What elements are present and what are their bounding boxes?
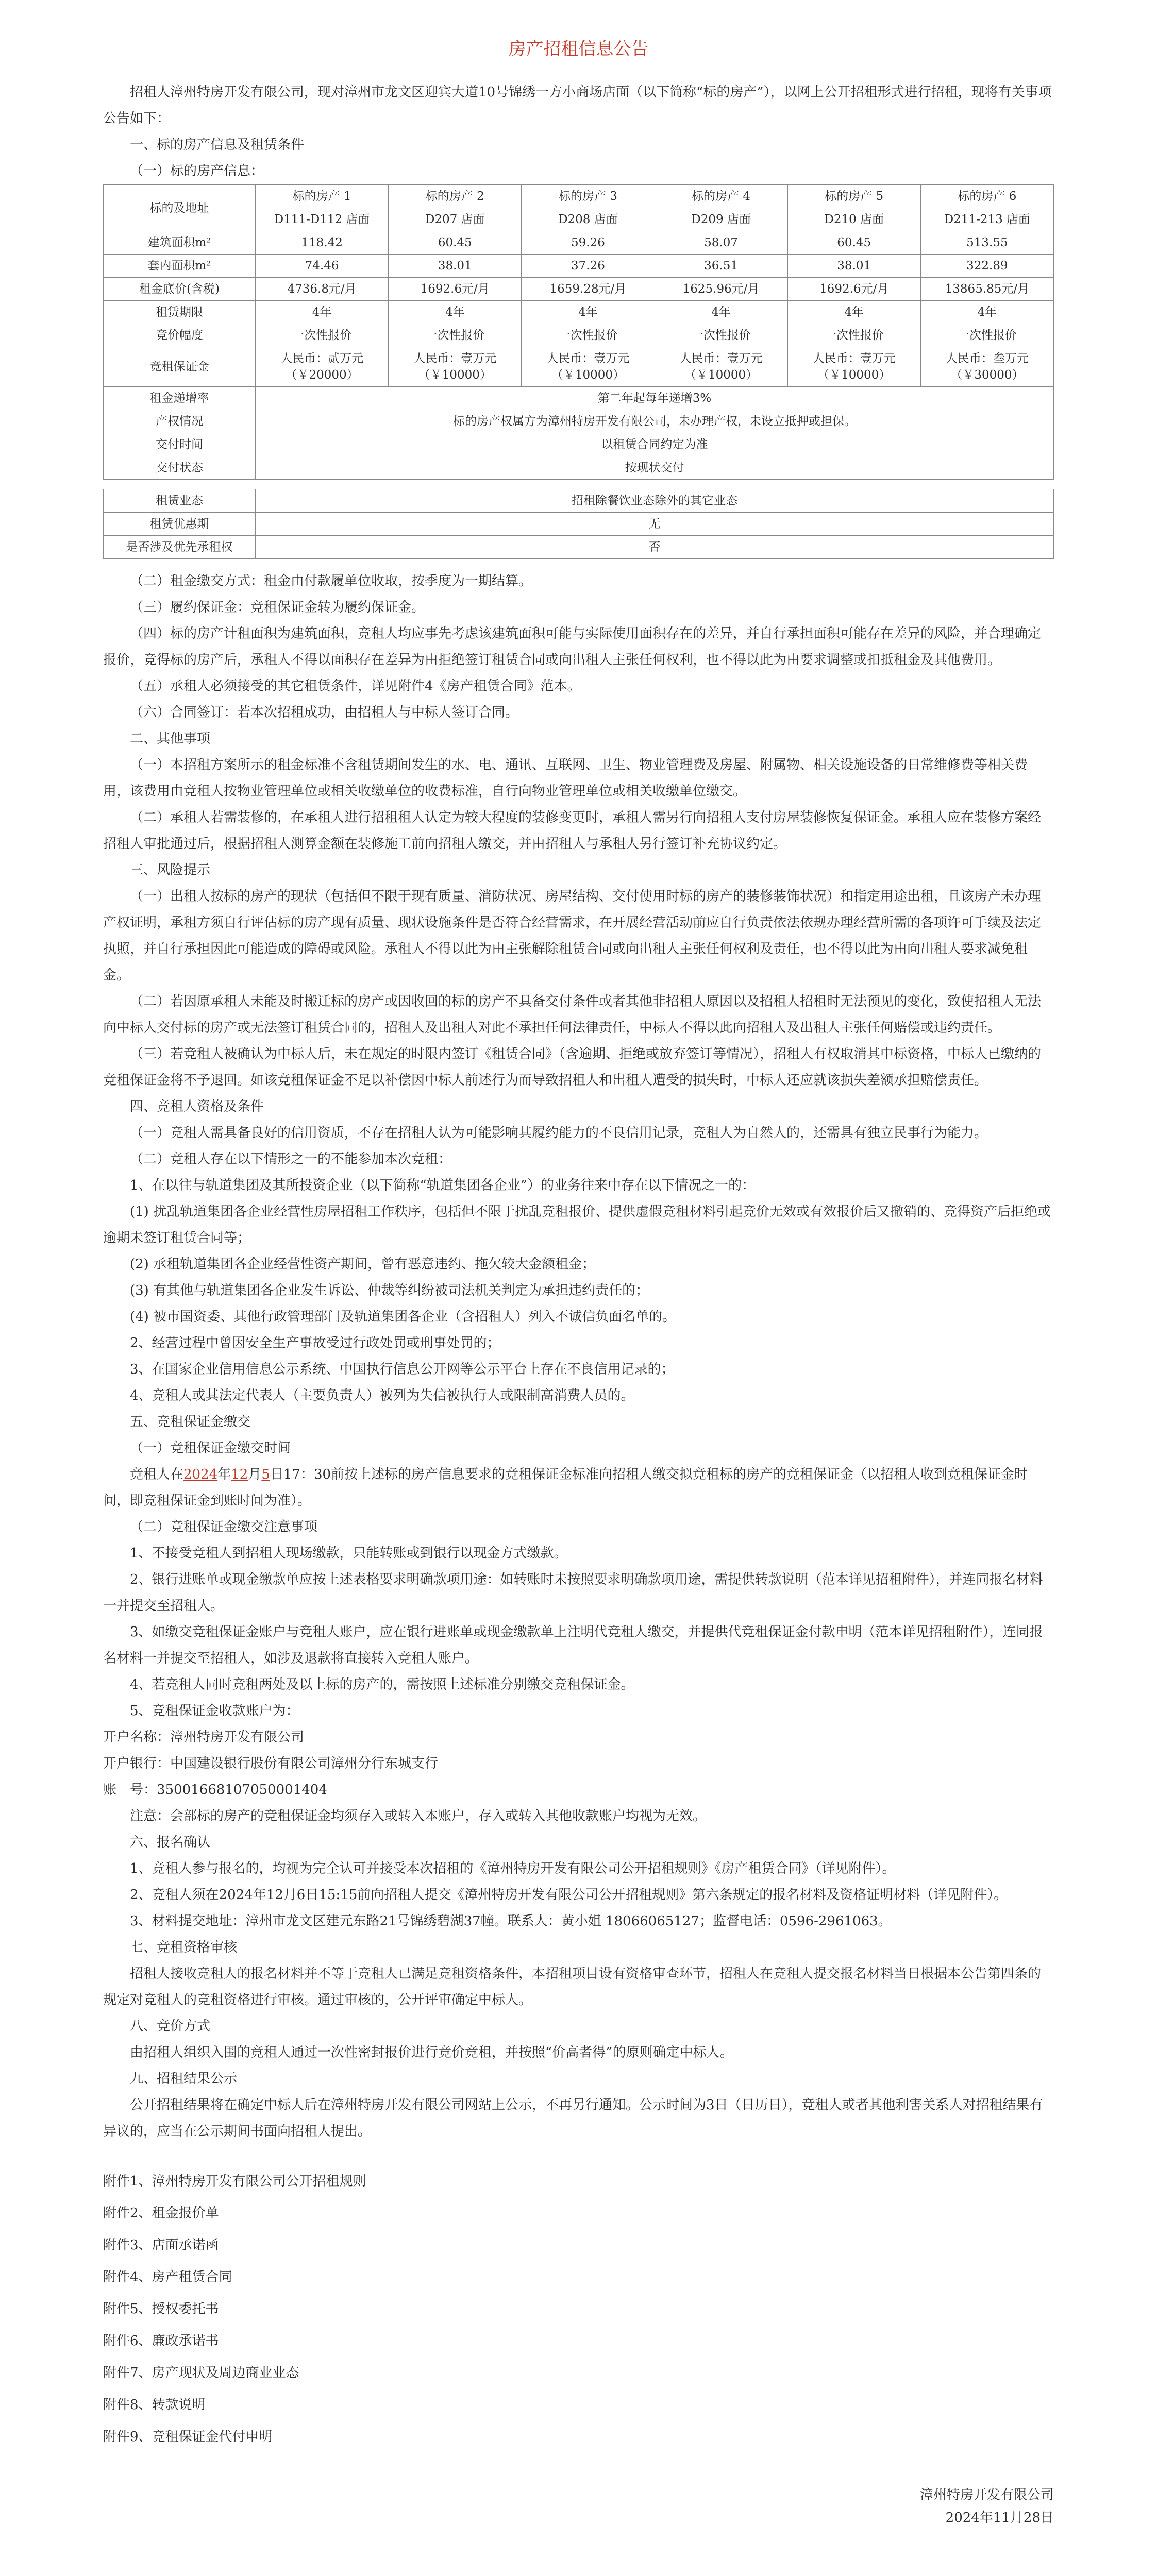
table-cell: 4年 — [256, 301, 389, 324]
table-cell: 322.89 — [920, 255, 1053, 278]
row-header-cell: 租金底价(含税) — [104, 278, 256, 301]
table-row — [104, 513, 1054, 536]
row-header-cell: 竞租保证金 — [104, 347, 256, 387]
paragraph: 2、银行进账单或现金缴款单应按上述表格要求明确款项用途：如转账时未按照要求明确款项用途，需提供转款说明（范本详见招租附件），并连同报名材料一并提交至招租人。 — [103, 1572, 1043, 1614]
table-cell: 118.42 — [256, 231, 389, 255]
signing-organization: 漳州特房开发有限公司 — [919, 2487, 1054, 2503]
table-cell: 4年 — [920, 301, 1053, 324]
merged-cell: 以租赁合同约定为准 — [256, 433, 1054, 456]
row-header-cell: 建筑面积m² — [104, 231, 256, 255]
table-cell: D111-D112 店面 — [256, 208, 389, 231]
paragraph: 由招租人组织入围的竞租人通过一次性密封报价进行竞价竞租，并按照“价高者得”的原则确定中标人。 — [130, 2045, 733, 2060]
column-header-cell: 标的房产 2 — [389, 185, 522, 208]
page-title: 房产招租信息公告 — [508, 39, 649, 59]
paragraph: （五）承租人必须接受的其它租赁条件，详见附件4《房产租赁合同》范本。 — [130, 679, 581, 694]
row-header-cell: 是否涉及优先承租权 — [104, 536, 256, 559]
column-header-cell: 标的房产 4 — [655, 185, 787, 208]
table-cell: 58.07 — [655, 231, 787, 255]
table-cell: 38.01 — [787, 255, 920, 278]
table-cell: 38.01 — [389, 255, 522, 278]
table-cell: 一次性报价 — [522, 324, 655, 347]
sub-heading: （一）竞租保证金缴交时间 — [130, 1440, 291, 1456]
deposit-month: 12 — [231, 1467, 248, 1482]
annex-item: 附件6、廉政承诺书 — [103, 2333, 219, 2349]
table-cell: 人民币：壹万元（￥10000） — [655, 347, 787, 387]
row-header-cell: 租赁业态 — [104, 489, 256, 513]
table-cell: D207 店面 — [389, 208, 522, 231]
table-cell: 59.26 — [522, 231, 655, 255]
table-cell: 人民币：壹万元（￥10000） — [522, 347, 655, 387]
paragraph: （三）履约保证金：竞租保证金转为履约保证金。 — [130, 600, 425, 615]
paragraph-group — [103, 1199, 1054, 1330]
sub-heading: （二）竞租保证金缴交注意事项 — [130, 1519, 318, 1535]
paragraph: (4) 被市国资委、其他行政管理部门及轨道集团各企业（含招租人）列入不诚信负面名单的。 — [130, 1309, 676, 1325]
label: 开户银行： — [103, 1756, 171, 1771]
deposit-day: 5 — [261, 1467, 270, 1482]
table-cell: 人民币：壹万元（￥10000） — [389, 347, 522, 387]
paragraph: (3) 有其他与轨道集团各企业发生诉讼、仲裁等纠纷被司法机关判定为承担违约责任的； — [130, 1283, 649, 1298]
table-cell: 一次性报价 — [655, 324, 787, 347]
paragraph-group — [103, 568, 1054, 726]
row-header-cell: 交付状态 — [104, 456, 256, 480]
annex-item: 附件2、租金报价单 — [103, 2206, 219, 2221]
annex-item: 附件9、竞租保证金代付申明 — [103, 2429, 273, 2445]
table-cell: 60.45 — [787, 231, 920, 255]
table-cell: 人民币：贰万元（￥20000） — [256, 347, 389, 387]
deposit-year: 2024 — [183, 1467, 218, 1482]
value: 中国建设银行股份有限公司漳州分行东城支行 — [170, 1756, 439, 1771]
table-row — [104, 456, 1054, 480]
paragraph: (2) 承租轨道集团各企业经营性资产期间，曾有恶意违约、拖欠较大金额租金； — [130, 1257, 596, 1272]
deposit-text: 日17：30前按上述标的房产信息要求的竞租保证金标准向招租人缴交拟竞租标的房产的竞租保证金（以招租人收到竞租保证金时间，即竞租保证金到账时间为准）。 — [103, 1467, 1028, 1509]
merged-cell: 第二年起每年递增3% — [256, 387, 1054, 410]
table-row — [104, 489, 1054, 513]
table-row — [104, 410, 1054, 433]
paragraph: （三）若竞租人被确认为中标人后，未在规定的时限内签订《租赁合同》（含逾期、拒绝或放弃签订等情况），招租人有权取消其中标资格，中标人已缴纳的竞租保证金将不予退回。如该竞租保证金不足以补偿因中标人前述行为而导致招租人和出租人遭受的损失时，中标人还应就该损失差额承担赔偿责任。 — [103, 1046, 1042, 1088]
table-row — [104, 536, 1054, 559]
table-cell: 1692.6元/月 — [389, 278, 522, 301]
table-cell: 一次性报价 — [389, 324, 522, 347]
deposit-deadline-paragraph — [103, 1462, 1054, 1514]
row-header-cell: 租赁期限 — [104, 301, 256, 324]
table-cell: 招租除餐饮业态除外的其它业态 — [256, 489, 1054, 513]
property-info-table — [103, 184, 1054, 480]
row-header-cell: 套内面积m² — [104, 255, 256, 278]
table-row — [104, 255, 1054, 278]
paragraph: 3、材料提交地址：漳州市龙文区建元东路21号锦绣碧湖37幢。联系人：黄小姐 18066065127；监督电话：0596-2961063。 — [130, 1913, 892, 1929]
table-cell: 1692.6元/月 — [787, 278, 920, 301]
account-number — [103, 1777, 1054, 1803]
table-cell: 一次性报价 — [920, 324, 1053, 347]
paragraph: （一）竞租人需具备良好的信用资质，不存在招租人认为可能影响其履约能力的不良信用记录，竞租人为自然人的，还需具有独立民事行为能力。 — [130, 1125, 988, 1141]
annex-item: 附件3、店面承诺函 — [103, 2238, 219, 2253]
annex-item: 附件4、房产租赁合同 — [103, 2269, 232, 2285]
column-header-cell: 标的房产 6 — [920, 185, 1053, 208]
annex-item: 附件8、转款说明 — [103, 2397, 206, 2413]
row-header-cell: 竞价幅度 — [104, 324, 256, 347]
label: 账 号： — [103, 1782, 157, 1798]
table-cell: 4736.8元/月 — [256, 278, 389, 301]
paragraph-group — [103, 1330, 1054, 1409]
table-cell: 人民币：壹万元（￥10000） — [787, 347, 920, 387]
merged-cell: 标的房产权属方为漳州特房开发有限公司，未办理产权，未设立抵押或担保。 — [256, 410, 1054, 433]
paragraph-group — [103, 1856, 1054, 1935]
table-header-row — [104, 185, 1054, 208]
paragraph: 公开招租结果将在确定中标人后在漳州特房开发有限公司网站上公示，不再另行通知。公示时间为3日（日历日），竞租人或者其他利害关系人对招租结果有异议的，应当在公示期间书面向招租人提出。 — [103, 2097, 1043, 2139]
table-row — [104, 278, 1054, 301]
table-cell: 无 — [256, 513, 1054, 536]
table-cell: D208 店面 — [522, 208, 655, 231]
paragraph: 3、在国家企业信用信息公示系统、中国执行信息公开网等公示平台上存在不良信用记录的； — [130, 1362, 675, 1377]
table-cell: D210 店面 — [787, 208, 920, 231]
table-row — [104, 433, 1054, 456]
table-row — [104, 387, 1054, 410]
column-header-cell: 标的房产 5 — [787, 185, 920, 208]
annex-list — [103, 2165, 1054, 2453]
row-header-cell: 标的及地址 — [104, 185, 256, 231]
table-cell: D211-213 店面 — [920, 208, 1053, 231]
column-header-cell: 标的房产 3 — [522, 185, 655, 208]
table-cell: 1659.28元/月 — [522, 278, 655, 301]
deposit-text: 竞租人在 — [130, 1467, 184, 1482]
signature-block — [103, 2484, 1054, 2529]
paragraph: （四）标的房产计租面积为建筑面积，竞租人均应事先考虑该建筑面积可能与实际使用面积存在的差异，并自行承担面积可能存在差异的风险，并合理确定报价，竞得标的房产后，承租人不得以面积存在差异为由拒绝签订租赁合同或向出租人主张任何权利，也不得以此为由要求调整或扣抵租金及其他费用。 — [103, 626, 1042, 668]
intro-paragraph: 招租人漳州特房开发有限公司，现对漳州市龙文区迎宾大道10号锦绣一方小商场店面（以下简称“标的房产”），以网上公开招租形式进行招租，现将有关事项公告如下： — [103, 84, 1052, 126]
paragraph: 5、竞租保证金收款账户为： — [130, 1703, 299, 1719]
table-cell: 74.46 — [256, 255, 389, 278]
table-cell: 37.26 — [522, 255, 655, 278]
section-heading: 五、竞租保证金缴交 — [130, 1414, 251, 1430]
paragraph: 3、如缴交竞租保证金账户与竞租人账户，应在银行进账单或现金缴款单上注明代竞租人缴交，并提供代竞租保证金付款申明（范本详见招租附件），连同报名材料一并提交至招租人，如涉及退款将直接转入竞租人账户。 — [103, 1624, 1043, 1666]
paragraph: （一）出租人按标的房产的现状（包括但不限于现有质量、消防状况、房屋结构、交付使用时标的房产的装修装饰状况）和指定用途出租，且该房产未办理产权证明，承租方须自行评估标的房产现有质量、现状设施条件是否符合经营需求，在开展经营活动前应自行负责依法依规办理经营所需的各项许可手续及法定执照，并自行承担因此可能造成的障碍或风险。承租人不得以此为由主张解除租赁合同或向出租人主张任何权利及责任，也不得以此为由向出租人要求减免租金。 — [103, 889, 1042, 983]
paragraph: 注意：会部标的房产的竞租保证金均须存入或转入本账户，存入或转入其他收款账户均视为无效。 — [130, 1808, 707, 1824]
table-row — [104, 301, 1054, 324]
table-cell: 一次性报价 — [256, 324, 389, 347]
section-heading: 三、风险提示 — [130, 862, 211, 878]
table-cell: D209 店面 — [655, 208, 787, 231]
paragraph: 4、竞租人或其法定代表人（主要负责人）被列为失信被执行人或限制高消费人员的。 — [130, 1388, 634, 1403]
label: 开户名称： — [103, 1730, 171, 1745]
paragraph-group — [103, 884, 1054, 1094]
paragraph: 4、若竞租人同时竞租两处及以上标的房产的，需按照上述标准分别缴交竞租保证金。 — [130, 1677, 634, 1692]
table-cell: 一次性报价 — [787, 324, 920, 347]
section-heading: 四、竞租人资格及条件 — [130, 1099, 264, 1114]
annex-item: 附件1、漳州特房开发有限公司公开招租规则 — [103, 2174, 366, 2189]
table-cell: 人民币：叁万元（￥30000） — [920, 347, 1053, 387]
account-name — [103, 1724, 1054, 1751]
paragraph: （二）竞租人存在以下情形之一的不能参加本次竞租： — [130, 1151, 452, 1167]
section-heading: 二、其他事项 — [130, 731, 211, 747]
section-heading: 八、竞价方式 — [130, 2019, 211, 2034]
column-header-cell: 标的房产 1 — [256, 185, 389, 208]
table-cell: 4年 — [389, 301, 522, 324]
table-cell: 否 — [256, 536, 1054, 559]
deposit-text: 月 — [248, 1467, 262, 1482]
paragraph: （二）若因原承租人未能及时搬迁标的房产或因收回的标的房产不具备交付条件或者其他非招租人原因以及招租人招租时无法预见的变化，致使招租人无法向中标人交付标的房产或无法签订租赁合同的，招租人及出租人对此不承担任何法律责任，中标人不得以此向招租人及出租人主张任何赔偿或违约责任。 — [103, 994, 1042, 1036]
account-bank — [103, 1751, 1054, 1777]
paragraph: （二）租金缴交方式：租金由付款履单位收取，按季度为一期结算。 — [130, 573, 532, 589]
paragraph: 2、竞租人须在2024年12月6日15:15前向招租人提交《漳州特房开发有限公司公开招租规则》第六条规定的报名材料及资格证明材料（详见附件）。 — [130, 1887, 1008, 1903]
merged-cell: 按现状交付 — [256, 456, 1054, 480]
value: 漳州特房开发有限公司 — [170, 1730, 305, 1745]
table-cell: 13865.85元/月 — [920, 278, 1053, 301]
annex-item: 附件7、房产现状及周边商业业态 — [103, 2365, 299, 2381]
table-cell: 4年 — [787, 301, 920, 324]
annex-item: 附件5、授权委托书 — [103, 2301, 219, 2317]
section-heading: 九、招租结果公示 — [130, 2071, 238, 2087]
deposit-text: 年 — [217, 1467, 231, 1482]
table-cell: 4年 — [655, 301, 787, 324]
paragraph: 1、不接受竞租人到招租人现场缴款，只能转账或到银行以现金方式缴款。 — [130, 1546, 567, 1561]
table-cell: 4年 — [522, 301, 655, 324]
table-row — [104, 324, 1054, 347]
paragraph: (1) 扰乱轨道集团各企业经营性房屋招租工作秩序，包括但不限于扰乱竞租报价、提供虚假竞租材料引起竞价无效或有效报价后又撤销的、竞得资产后拒绝或逾期未签订租赁合同等； — [103, 1204, 1051, 1246]
paragraph-group — [103, 1540, 1054, 1724]
paragraph: （六）合同签订：若本次招租成功，由招租人与中标人签订合同。 — [130, 705, 519, 720]
paragraph-group — [103, 752, 1054, 857]
table-cell: 60.45 — [389, 231, 522, 255]
sub-heading: （一）标的房产信息： — [130, 163, 264, 179]
table-row — [104, 231, 1054, 255]
section-heading: 一、标的房产信息及租赁条件 — [130, 137, 305, 152]
paragraph: 1、竞租人参与报名的，均视为完全认可并接受本次招租的《漳州特房开发有限公司公开招租规则》《房产租赁合同》（详见附件）。 — [130, 1861, 896, 1876]
lease-terms-table — [103, 489, 1054, 559]
paragraph: 2、经营过程中曾因安全生产事故受过行政处罚或刑事处罚的； — [130, 1335, 500, 1351]
row-header-cell: 租赁优惠期 — [104, 513, 256, 536]
table-cell: 513.55 — [920, 231, 1053, 255]
paragraph: 1、在以往与轨道集团及其所投资企业（以下简称“轨道集团各企业”）的业务往来中存在以下情况之一的： — [130, 1178, 756, 1193]
table-cell: 36.51 — [655, 255, 787, 278]
row-header-cell: 产权情况 — [104, 410, 256, 433]
row-header-cell: 租金递增率 — [104, 387, 256, 410]
paragraph-group — [103, 1120, 1054, 1173]
row-header-cell: 交付时间 — [104, 433, 256, 456]
paragraph: 招租人接收竞租人的报名材料并不等于竞租人已满足竞租资格条件，本招租项目设有资格审查环节，招租人在竞租人提交报名材料当日根据本公告第四条的规定对竞租人的竞租资格进行审核。通过审核的，公开评审确定中标人。 — [103, 1966, 1042, 2008]
table-cell: 1625.96元/月 — [655, 278, 787, 301]
value: 35001668107050001404 — [157, 1782, 327, 1798]
paragraph: （一）本招租方案所示的租金标准不含租赁期间发生的水、电、通讯、互联网、卫生、物业管理费及房屋、附属物、相关设施设备的日常维修费等相关费用，该费用由竞租人按物业管理单位或相关收缴单位的收费标准，自行向物业管理单位或相关收缴单位缴交。 — [103, 757, 1028, 799]
table-row — [104, 347, 1054, 387]
section-heading: 六、报名确认 — [130, 1835, 211, 1850]
paragraph: （二）承租人若需装修的，在承租人进行招租租人认定为较大程度的装修变更时，承租人需另行向招租人支付房屋装修恢复保证金。承租人应在装修方案经招租人审批通过后，根据招租人测算金额在装修施工前向招租人缴交，并由招租人与承租人另行签订补充协议约定。 — [103, 810, 1042, 852]
signing-date: 2024年11月28日 — [945, 2510, 1054, 2526]
section-heading: 七、竞租资格审核 — [130, 1940, 238, 1955]
